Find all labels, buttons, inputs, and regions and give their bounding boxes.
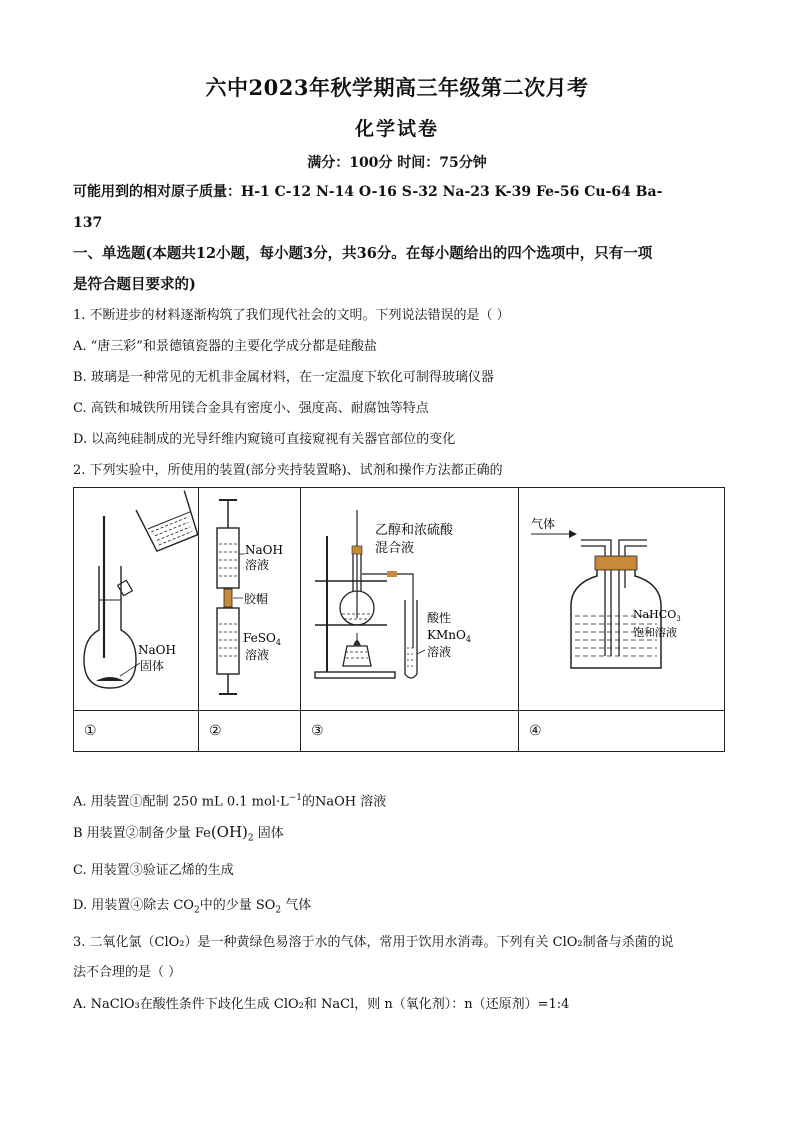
syringe-figure — [199, 488, 300, 706]
atomic-masses-line1: 可能用到的相对原子质量：H-1 C-12 N-14 O-16 S-32 Na-23 K-39 Fe-56 Cu-64 Ba- — [73, 184, 663, 200]
q1-option-d: D. 以高纯硅制成的光导纤维内窥镜可直接窥视有关器官部位的变化 — [73, 432, 456, 447]
fig4-saturated-label: 饱和溶液 — [633, 626, 677, 639]
q2-option-a: A. 用装置①配制 250 mL 0.1 $mol\cdot L^{-1}$的NaOH 溶液 — [73, 793, 387, 810]
apparatus-4-cell — [519, 488, 725, 711]
fig4-gas-label: 气体 — [531, 517, 556, 531]
apparatus-label-3: ③ — [301, 711, 519, 752]
volumetric-flask-figure — [74, 488, 198, 706]
fig2-naoh-label: NaOH — [245, 543, 283, 557]
q2-option-c: C. 用装置③验证乙烯的生成 — [73, 863, 234, 878]
q1-option-b: B. 玻璃是一种常见的无机非金属材料，在一定温度下软化可制得玻璃仪器 — [73, 370, 494, 385]
fig3-acid-label: 酸性 — [427, 611, 452, 625]
q3-option-a: A. NaClO₃在酸性条件下歧化生成 ClO₂和 NaCl，则 n（氧化剂）：n（还原剂）=1:4 — [73, 997, 570, 1012]
q3-stem-line2: 法不合理的是（ ） — [73, 965, 182, 980]
fig1-solid-label: 固体 — [140, 659, 165, 673]
gas-washing-bottle-figure — [519, 488, 724, 706]
apparatus-1-cell — [74, 488, 199, 711]
exam-meta: 满分：100分 时间：75分钟 — [307, 155, 487, 171]
section1-heading-line2: 是符合题目要求的) — [73, 276, 196, 293]
section1-heading-line1: 一、单选题(本题共12小题，每小题3分，共36分。在每小题给出的四个选项中，只有一项 — [73, 245, 653, 262]
q1-option-a: A. “唐三彩”和景德镇瓷器的主要化学成分都是硅酸盐 — [73, 339, 377, 354]
fig3-solution-label: 溶液 — [427, 645, 452, 659]
apparatus-label-1: ① — [74, 711, 199, 752]
fig3-mixture-label2: 混合液 — [375, 541, 415, 556]
q2-option-d: D. 用装置④除去 $CO_2$中的少量 $SO_2$ 气体 — [73, 898, 312, 916]
fig2-feso4-label: FeSO$_4$ — [243, 631, 281, 647]
apparatus-3-cell — [301, 488, 519, 711]
fig2-solution2-label: 溶液 — [245, 648, 270, 662]
q2-stem: 2. 下列实验中，所使用的装置(部分夹持装置略)、试剂和操作方法都正确的 — [73, 463, 503, 478]
exam-title: 六中2023年秋学期高三年级第二次月考 — [205, 75, 589, 100]
q3-stem-line1: 3. 二氧化氯（ClO₂）是一种黄绿色易溶于水的气体，常用于饮用水消毒。下列有关 ClO₂制备与杀菌的说 — [73, 935, 674, 950]
atomic-masses-line2: 137 — [73, 215, 103, 231]
q1-stem: 1. 不断进步的材料逐渐构筑了我们现代社会的文明。下列说法错误的是（ ） — [73, 308, 510, 323]
ethylene-setup-figure — [301, 488, 518, 706]
apparatus-label-4: ④ — [519, 711, 725, 752]
q1-option-c: C. 高铁和城铁所用镁合金具有密度小、强度高、耐腐蚀等特点 — [73, 401, 429, 416]
fig3-kmno4-label: KMnO$_4$ — [427, 628, 471, 644]
fig1-naoh-label: NaOH — [138, 643, 176, 657]
q2-option-b: B 用装置②制备少量 $Fe(OH)_2$ 固体 — [73, 823, 284, 844]
apparatus-2-cell — [199, 488, 301, 711]
fig2-cap-label: 胶帽 — [244, 592, 269, 606]
q2-apparatus-table — [73, 487, 725, 752]
fig3-mixture-label1: 乙醇和浓硫酸 — [375, 523, 454, 538]
exam-subject: 化学试卷 — [354, 118, 439, 140]
fig2-solution1-label: 溶液 — [245, 558, 270, 572]
fig4-nahco3-label: NaHCO$_3$ — [633, 608, 681, 623]
apparatus-label-2: ② — [199, 711, 301, 752]
